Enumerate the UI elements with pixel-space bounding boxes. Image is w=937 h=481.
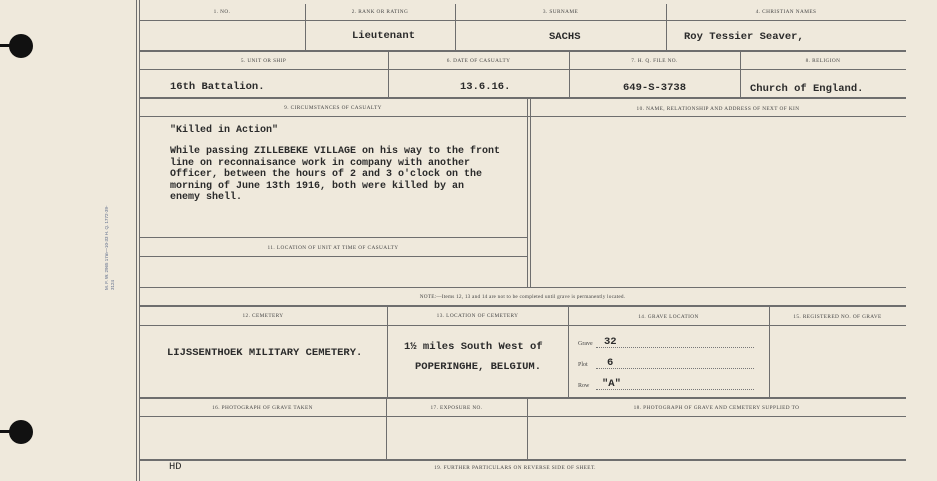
rule [139, 459, 906, 461]
rule [139, 237, 527, 238]
header-circumstances: 9. CIRCUMSTANCES OF CASUALTY [284, 105, 382, 111]
christian-names-value: Roy Tessier Seaver, [684, 31, 804, 43]
header-hq-file: 7. H. Q. FILE NO. [631, 58, 678, 64]
rule [139, 416, 906, 417]
unit-value: 16th Battalion. [170, 81, 265, 93]
header-cemetery: 12. CEMETERY [242, 313, 284, 319]
row-label: Row [578, 383, 590, 389]
header-exposure-no: 17. EXPOSURE NO. [430, 405, 483, 411]
rule [139, 69, 906, 70]
hq-file-value: 649-S-3738 [623, 82, 687, 94]
rule [568, 307, 569, 398]
initials: HD [169, 461, 182, 473]
header-further-particulars: 19. FURTHER PARTICULARS ON REVERSE SIDE OF SHEET. [434, 465, 596, 471]
rule [139, 325, 906, 326]
plot-line [596, 368, 754, 369]
circumstances-title: "Killed in Action" [170, 125, 279, 136]
rule [139, 287, 906, 288]
rule [769, 307, 770, 398]
header-no: 1. NO. [213, 9, 231, 15]
plot-value: 6 [607, 357, 614, 369]
header-next-of-kin: 10. NAME, RELATIONSHIP AND ADDRESS OF NEXT OF KIN [636, 106, 800, 112]
left-border [136, 0, 137, 481]
rule [139, 97, 906, 99]
row-value: "A" [602, 378, 621, 390]
header-surname: 3. SURNAME [542, 9, 579, 15]
date-value: 13.6.16. [460, 81, 511, 93]
grave-line [596, 347, 754, 348]
plot-label: Plot [578, 362, 588, 368]
rule [139, 116, 906, 117]
cemetery-location-line2: POPERINGHE, BELGIUM. [415, 361, 542, 373]
rule [139, 50, 906, 52]
rule [139, 256, 527, 257]
rule [139, 305, 906, 307]
header-rank: 2. RANK OR RATING [351, 9, 409, 15]
header-location-of-cemetery: 13. LOCATION OF CEMETERY [436, 313, 519, 319]
cemetery-value: LIJSSENTHOEK MILITARY CEMETERY. [167, 347, 363, 359]
header-date: 6. DATE OF CASUALTY [446, 58, 511, 64]
rule [530, 99, 531, 287]
surname-value: SACHS [549, 31, 581, 43]
header-christian-names: 4. CHRISTIAN NAMES [755, 9, 817, 15]
rule [387, 307, 388, 398]
header-unit: 5. UNIT OR SHIP [240, 58, 287, 64]
rule [527, 99, 528, 287]
cemetery-location-line1: 1½ miles South West of [404, 341, 543, 353]
rule [139, 397, 906, 399]
rule [139, 20, 906, 21]
header-photo-supplied: 18. PHOTOGRAPH OF GRAVE AND CEMETERY SUPPLIED TO [633, 405, 800, 411]
header-location-of-unit: 11. LOCATION OF UNIT AT TIME OF CASUALTY [267, 245, 399, 251]
circumstances-text: While passing ZILLEBEKE VILLAGE on his way to the front line on reconnaisance work in company with another Officer, between the hours of 2 and 3 o'clock on the morning of June 13th 1916, both were killed by an enemy shell. [170, 146, 501, 203]
header-religion: 8. RELIGION [805, 58, 841, 64]
grave-value: 32 [604, 336, 617, 348]
religion-value: Church of England. [750, 83, 864, 95]
punch-hole-top [9, 34, 33, 58]
header-photo-taken: 16. PHOTOGRAPH OF GRAVE TAKEN [212, 405, 313, 411]
side-stamp: M. F. W. 2965 17m—10-33 H. Q. 1772-39-3124 [104, 205, 115, 290]
note: NOTE:—Items 12, 13 and 14 are not to be completed until grave is permanently located. [419, 294, 626, 300]
grave-label: Grave [578, 341, 593, 347]
header-registered-no: 15. REGISTERED NO. OF GRAVE [793, 314, 882, 320]
punch-hole-bottom [9, 420, 33, 444]
header-grave-location: 14. GRAVE LOCATION [638, 314, 699, 320]
rank-value: Lieutenant [352, 30, 416, 42]
